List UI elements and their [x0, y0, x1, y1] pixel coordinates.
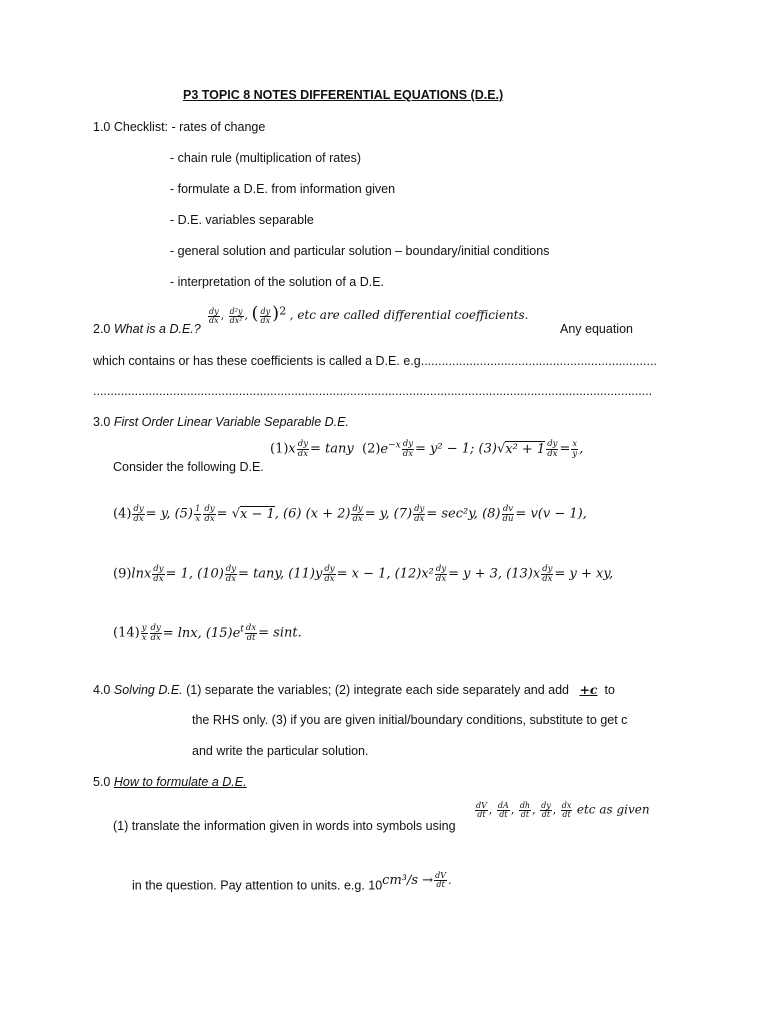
equations-row-1: (1)x $\frac{dy}{dx}$ = tany $(2)e^{-x}$ $\frac{dy}{dx}$ = y² − 1; (3)√x² + 1 $\frac{dy}{dx}$ = $\frac{x}{y}$ ,: [270, 439, 584, 459]
definition-line: [93, 354, 657, 368]
page-title: P3 TOPIC 8 NOTES DIFFERENTIAL EQUATIONS (D.E.): [183, 88, 504, 102]
section-title: How to formulate a D.E.: [113, 775, 247, 789]
checklist-item: - interpretation of the solution of a D.E.: [170, 275, 385, 289]
checklist-item: - D.E. variables separable: [170, 213, 314, 227]
checklist-item: - formulate a D.E. from information given: [170, 182, 396, 196]
section-3-heading: [93, 415, 349, 429]
equations-row-2: (4) $\frac{dy}{dx}$ = y, (5) $\frac{1}{x}$ $\frac{dy}{dx}$ = √x − 1, (6) (x + 2) $\frac{dy}{dx}$ = y, (7) $\frac{dy}{dx}$ = sec²y, (8) $\frac{dv}{du}$ = v(v − 1),: [113, 504, 587, 524]
equations-row-4: (14) $\frac{y}{x}$ $\frac{dy}{dx}$ = lnx, $(15)e^t$ $\frac{dx}{dt}$ = sint.: [113, 623, 302, 643]
differential-coefficients-formula: $\frac{dy}{dx}$ , $\frac{\text{d²y}}{\text{dx²}}$ , ( $\frac{dy}{dx}$ )$^2$ , etc are called differential coefficients.: [209, 303, 529, 325]
checklist-label: 1.0 Checklist: - rates of change: [93, 120, 266, 134]
consider-text: Consider the following D.E.: [113, 460, 264, 474]
section-2-heading: [93, 322, 201, 336]
units-text: in the question. Pay attention to units. e.g. 10: [132, 878, 383, 893]
rate-symbols-formula: $\frac{dV}{dt}$ , $\frac{dA}{dt}$ , $\frac{dh}{dt}$ , $\frac{dy}{dt}$ , $\frac{dx}{dt}$ etc as given: [476, 801, 650, 819]
any-equation-text: Any equation: [560, 322, 633, 336]
section-number: 5.0: [93, 775, 111, 789]
section-title: Solving D.E.: [113, 683, 183, 697]
section-title: What is a D.E.?: [113, 322, 201, 336]
plus-c: +c: [579, 682, 598, 697]
solving-step-text: (1) separate the variables; (2) integrate each side separately and add: [186, 683, 570, 697]
section-5-line-1: (1) translate the information given in words into symbols using: [113, 819, 456, 833]
definition-text: which contains or has these coefficients is called a D.E. e.g.: [93, 354, 425, 368]
section-title: First Order Linear Variable Separable D.E.: [113, 415, 349, 429]
section-4-line-1: [93, 682, 615, 697]
solving-to-text: to: [604, 683, 615, 697]
blank-dots-line: .................................................................................................................................................................: [93, 384, 653, 398]
section-number: 4.0: [93, 683, 111, 697]
section-number: 2.0: [93, 322, 111, 336]
blank-dots: ...................................................................: [424, 354, 657, 368]
coeff-text: , etc are called differential coefficients.: [289, 308, 529, 322]
checklist-item: - chain rule (multiplication of rates): [170, 151, 362, 165]
checklist-item: - general solution and particular solution – boundary/initial conditions: [170, 244, 550, 258]
etc-text: etc as given: [576, 802, 650, 817]
section-4-line-2: the RHS only. (3) if you are given initial/boundary conditions, substitute to get c: [192, 713, 628, 727]
unit-expression: cm³/s →: [382, 872, 434, 888]
section-5-line-2: in the question. Pay attention to units. e.g. 10cm³/s → $\frac{dV}{dt}$ .: [132, 871, 452, 893]
section-5-heading: [93, 775, 247, 789]
section-number: 3.0: [93, 415, 111, 429]
section-4-line-3: and write the particular solution.: [192, 744, 369, 758]
equations-row-3: (9)lnx $\frac{dy}{dx}$ = 1, (10) $\frac{dy}{dx}$ = tany, (11)y $\frac{dy}{dx}$ = x − 1, (12)x² $\frac{dy}{dx}$ = y + 3, (13)x $\frac{dy}{dx}$ = y + xy,: [113, 564, 614, 584]
